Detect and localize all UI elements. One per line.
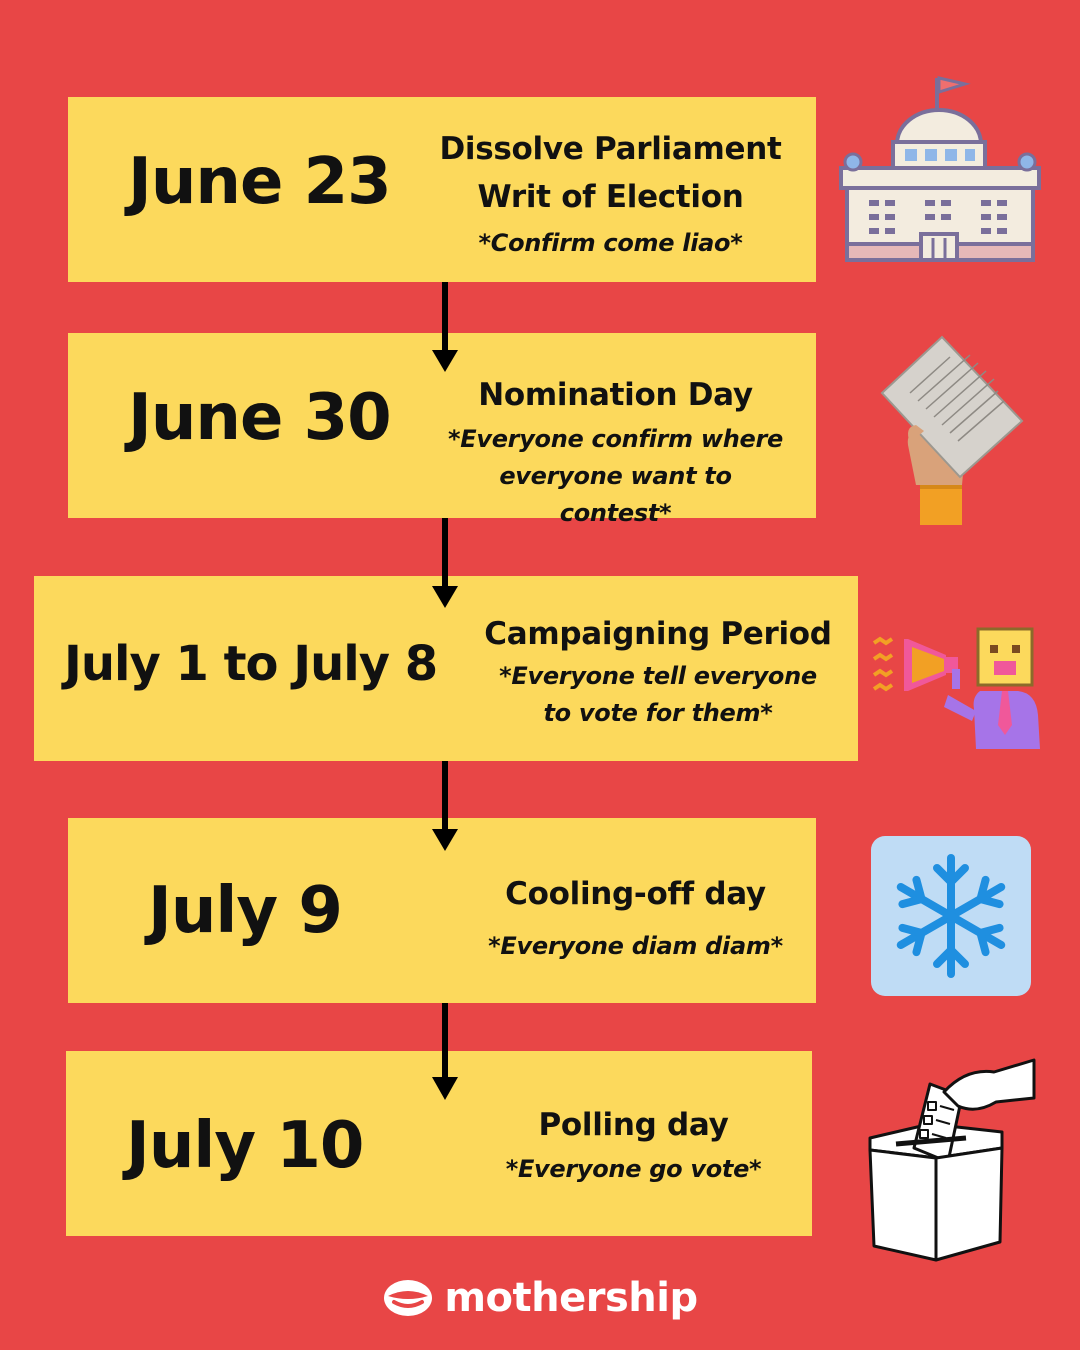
arrow-down-icon xyxy=(430,761,460,853)
hand-holding-document-icon xyxy=(880,335,1025,527)
step-description xyxy=(423,125,798,262)
person-megaphone-icon xyxy=(868,625,1050,753)
step-note: *Everyone confirm where everyone want to contest* xyxy=(448,425,783,527)
step-title: Cooling-off day xyxy=(505,876,766,912)
arrow-down-icon xyxy=(430,1003,460,1103)
mothership-logo-icon xyxy=(382,1278,434,1318)
step-note: *Everyone diam diam* xyxy=(488,932,783,960)
ballot-box-icon xyxy=(866,1058,1041,1263)
step-description xyxy=(471,1101,796,1188)
arrow-down-icon xyxy=(430,282,460,374)
step-title-secondary: Writ of Election xyxy=(477,179,744,215)
step-date: July 1 to July 8 xyxy=(64,636,438,692)
timeline-step-1 xyxy=(68,97,816,282)
step-date: July 10 xyxy=(126,1109,364,1183)
snowflake-icon xyxy=(870,835,1032,997)
step-note: *Everyone go vote* xyxy=(505,1155,762,1183)
brand-name: mothership xyxy=(444,1275,698,1321)
step-title: Polling day xyxy=(538,1107,729,1143)
step-description xyxy=(468,870,803,965)
step-title: Nomination Day xyxy=(478,377,753,413)
step-description xyxy=(443,371,788,532)
step-title: Campaigning Period xyxy=(484,616,832,652)
step-note: *Everyone tell everyone to vote for them* xyxy=(499,662,817,727)
parliament-building-icon xyxy=(835,72,1045,272)
step-description xyxy=(474,610,842,732)
step-date: June 23 xyxy=(128,145,391,219)
step-date: June 30 xyxy=(128,381,391,455)
step-date: July 9 xyxy=(148,874,342,948)
step-note: *Confirm come liao* xyxy=(478,229,743,257)
step-title: Dissolve Parliament xyxy=(439,131,782,167)
arrow-down-icon xyxy=(430,518,460,610)
brand-footer xyxy=(0,1268,1080,1328)
